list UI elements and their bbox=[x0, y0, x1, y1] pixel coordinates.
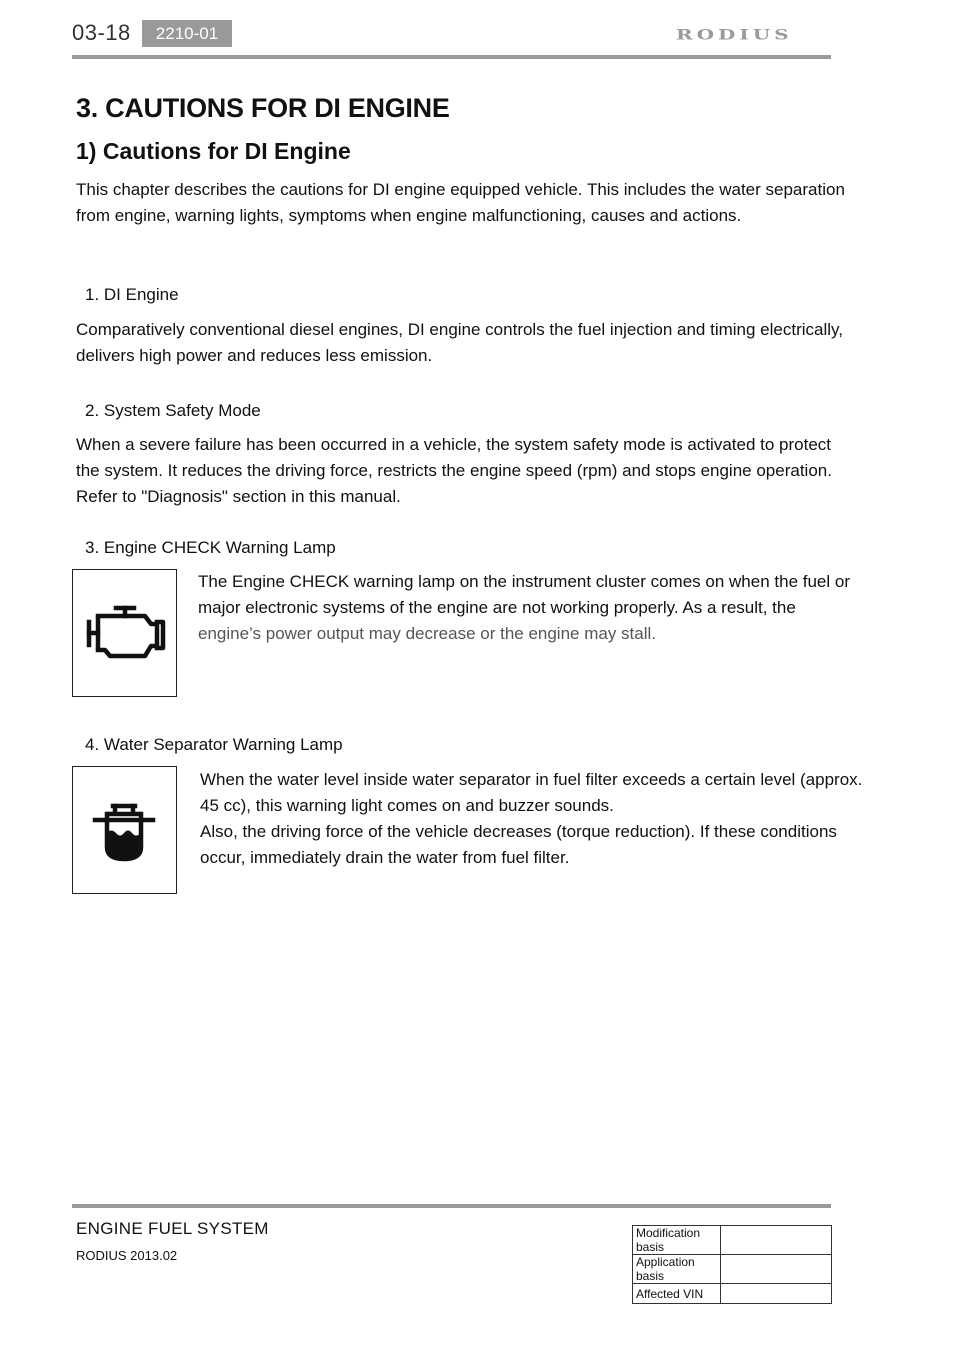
body-line: occur, immediately drain the water from fuel filter. bbox=[200, 848, 570, 867]
engine-check-icon bbox=[73, 570, 178, 698]
water-separator-icon-frame bbox=[72, 766, 177, 894]
table-row bbox=[633, 1226, 832, 1255]
body-line: delivers high power and reduces less emission. bbox=[76, 346, 433, 365]
table-cell-label: Affected VIN bbox=[633, 1284, 721, 1304]
intro-paragraph bbox=[76, 177, 845, 229]
footer-divider bbox=[72, 1204, 831, 1208]
engine-check-icon-frame bbox=[72, 569, 177, 697]
water-separator-icon bbox=[73, 767, 178, 895]
item-heading-di-engine: 1. DI Engine bbox=[85, 285, 179, 304]
body-line: Also, the driving force of the vehicle decreases (torque reduction). If these conditions bbox=[200, 822, 837, 841]
table-row bbox=[633, 1255, 832, 1284]
page-title: 3. CAUTIONS FOR DI ENGINE bbox=[76, 93, 450, 123]
item-body-di-engine bbox=[76, 317, 843, 369]
footer-section-title: ENGINE FUEL SYSTEM bbox=[76, 1219, 269, 1238]
table-cell-value bbox=[721, 1226, 832, 1255]
body-line: When the water level inside water separator in fuel filter exceeds a certain level (approx. bbox=[200, 770, 863, 789]
section-code-badge: 2210-01 bbox=[142, 20, 232, 47]
item-body-water-separator bbox=[200, 767, 862, 871]
item-heading-engine-check: 3. Engine CHECK Warning Lamp bbox=[85, 538, 336, 557]
table-cell-label: Modification basis bbox=[633, 1226, 721, 1255]
body-line: engine’s power output may decrease or the engine may stall. bbox=[198, 624, 657, 643]
body-line: 45 cc), this warning light comes on and buzzer sounds. bbox=[200, 796, 614, 815]
body-line: When a severe failure has been occurred in a vehicle, the system safety mode is activated to protect bbox=[76, 435, 831, 454]
table-cell-label: Application basis bbox=[633, 1255, 721, 1284]
intro-line: This chapter describes the cautions for DI engine equipped vehicle. This includes the water separation bbox=[76, 180, 845, 199]
revision-table bbox=[632, 1225, 832, 1304]
section-subtitle: 1) Cautions for DI Engine bbox=[76, 138, 351, 164]
item-heading-water-separator: 4. Water Separator Warning Lamp bbox=[85, 735, 343, 754]
table-row bbox=[633, 1284, 832, 1304]
body-line: Refer to "Diagnosis" section in this manual. bbox=[76, 487, 401, 506]
body-line: major electronic systems of the engine are not working properly. As a result, the bbox=[198, 598, 796, 617]
page-number: 03-18 bbox=[72, 20, 131, 45]
body-line: the system. It reduces the driving force, restricts the engine speed (rpm) and stops engine operation. bbox=[76, 461, 832, 480]
body-line: The Engine CHECK warning lamp on the instrument cluster comes on when the fuel or bbox=[198, 572, 850, 591]
table-cell-value bbox=[721, 1255, 832, 1284]
brand-logo: RODIUS bbox=[676, 26, 793, 43]
header-divider bbox=[72, 55, 831, 59]
body-line: Comparatively conventional diesel engines, DI engine controls the fuel injection and timing electrically, bbox=[76, 320, 843, 339]
item-body-engine-check bbox=[198, 569, 850, 647]
intro-line: from engine, warning lights, symptoms when engine malfunctioning, causes and actions. bbox=[76, 206, 742, 225]
footer-model-date: RODIUS 2013.02 bbox=[76, 1248, 178, 1263]
table-cell-value bbox=[721, 1284, 832, 1304]
item-heading-safety-mode: 2. System Safety Mode bbox=[85, 401, 261, 420]
item-body-safety-mode bbox=[76, 432, 832, 510]
